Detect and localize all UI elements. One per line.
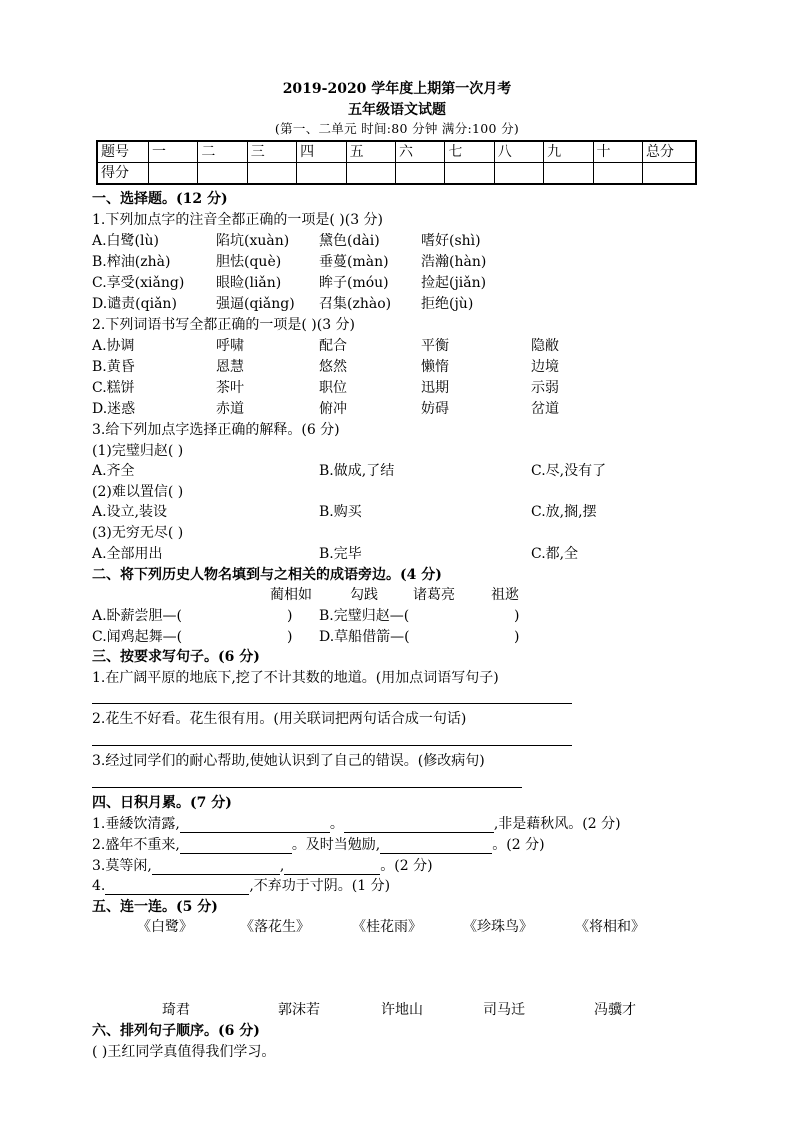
- q1-option: 强逼(qiǎng): [216, 296, 295, 312]
- name-choice: 祖逖: [491, 587, 519, 603]
- q2-option: 赤道: [216, 401, 244, 417]
- score-entry[interactable]: [247, 163, 296, 185]
- q1-option: D.谴责(qiǎn): [92, 296, 177, 312]
- fill-blank[interactable]: [284, 860, 380, 875]
- section-2-title: 二、将下列历史人物名填到与之相关的成语旁边。(4 分): [92, 567, 442, 583]
- s3-q1: 1.在广阔平原的地底下,挖了不计其数的地道。(用加点词语写句子): [92, 670, 499, 686]
- q2-option: 悠然: [319, 359, 347, 375]
- q3-option: C.放,搁,摆: [531, 504, 597, 520]
- score-cell: 一: [149, 141, 198, 163]
- score-entry[interactable]: [494, 163, 543, 185]
- q3-option: A.全部用出: [92, 546, 163, 562]
- s3-q2: 2.花生不好看。花生很有用。(用关联词把两句话合成一句话): [92, 711, 467, 727]
- q3-option: A.齐全: [92, 463, 135, 479]
- q1-option: 眼睑(liǎn): [216, 275, 282, 291]
- s4-q2-text: 。(2 分): [492, 837, 545, 853]
- score-cell: 十: [593, 141, 642, 163]
- q3-stem: 3.给下列加点字选择正确的解释。(6 分): [92, 422, 340, 438]
- score-table-header-row: [97, 141, 696, 163]
- answer-close: ): [514, 629, 520, 645]
- q2-option: 懒惰: [421, 359, 449, 375]
- score-entry[interactable]: [593, 163, 642, 185]
- author-name[interactable]: 琦君: [162, 1002, 190, 1018]
- answer-line[interactable]: [92, 703, 572, 704]
- s4-q3-text: 。(2 分): [380, 858, 433, 874]
- score-cell: 总分: [643, 141, 697, 163]
- score-label: 得分: [97, 163, 149, 185]
- author-name[interactable]: 郭沫若: [278, 1002, 320, 1018]
- score-cell: 三: [247, 141, 296, 163]
- q1-stem: 1.下列加点字的注音全都正确的一项是( )(3 分): [92, 212, 384, 228]
- section-4-title: 四、日积月累。(7 分): [92, 795, 232, 811]
- q2-option: 隐敝: [531, 338, 559, 354]
- s4-q1-text: 。: [329, 816, 344, 832]
- fill-blank[interactable]: [152, 860, 280, 875]
- q1-option: 捡起(jiǎn): [421, 275, 487, 291]
- q2-option: 岔道: [531, 401, 559, 417]
- work-title[interactable]: 《桂花雨》: [352, 919, 422, 935]
- score-cell: 六: [395, 141, 444, 163]
- score-table: [96, 140, 697, 185]
- q1-option: 浩瀚(hàn): [421, 254, 487, 270]
- score-entry[interactable]: [297, 163, 346, 185]
- fill-blank[interactable]: [105, 880, 249, 895]
- answer-line[interactable]: [92, 745, 572, 746]
- fill-blank[interactable]: [380, 839, 492, 854]
- s4-q2-text: 2.盛年不重来,: [92, 837, 180, 853]
- name-choice: 诸葛亮: [413, 587, 455, 603]
- q3-option: B.做成,了结: [319, 463, 395, 479]
- s3-q3: 3.经过同学们的耐心帮助,使她认识到了自己的错误。(修改病句): [92, 753, 485, 769]
- author-name[interactable]: 冯骥才: [594, 1002, 636, 1018]
- s4-q1: [92, 815, 621, 833]
- q2-option: 茶叶: [216, 380, 244, 396]
- score-cell: 八: [494, 141, 543, 163]
- q1-option: B.榨油(zhà): [92, 254, 171, 270]
- work-title[interactable]: 《白鹭》: [137, 919, 193, 935]
- s4-q1-text: 1.垂緌饮清露,: [92, 816, 180, 832]
- exam-meta: (第一、二单元 时间:80 分钟 满分:100 分): [274, 121, 520, 136]
- q1-option: 眸子(móu): [319, 275, 389, 291]
- section-3-title: 三、按要求写句子。(6 分): [92, 649, 260, 665]
- q3-option: B.购买: [319, 504, 362, 520]
- author-name[interactable]: 许地山: [381, 1002, 423, 1018]
- s6-q1: ( )王红同学真值得我们学习。: [92, 1044, 276, 1060]
- q2-option: 示弱: [531, 380, 559, 396]
- answer-close: ): [287, 629, 293, 645]
- idiom-d: D.草船借箭—(: [319, 629, 410, 645]
- score-entry[interactable]: [395, 163, 444, 185]
- work-title[interactable]: 《将相和》: [575, 919, 645, 935]
- q2-option: 配合: [319, 338, 347, 354]
- score-entry[interactable]: [544, 163, 593, 185]
- s4-q4-text: ,不弃功于寸阴。(1 分): [249, 878, 391, 894]
- idiom-a: A.卧薪尝胆—(: [92, 608, 183, 624]
- s4-q2-text: 。及时当勉励,: [291, 837, 381, 853]
- q2-stem: 2.下列词语书写全都正确的一项是( )(3 分): [92, 317, 356, 333]
- work-title[interactable]: 《珍珠鸟》: [463, 919, 533, 935]
- s4-q4-text: 4.: [92, 878, 106, 894]
- q2-option: 恩慧: [216, 359, 244, 375]
- q3-option: B.完毕: [319, 546, 362, 562]
- score-entry[interactable]: [445, 163, 494, 185]
- score-cell: 题号: [97, 141, 149, 163]
- score-cell: 五: [346, 141, 395, 163]
- q2-option: B.黄昏: [92, 359, 135, 375]
- q3-item: (1)完璧归赵( ): [92, 443, 184, 459]
- work-title[interactable]: 《落花生》: [240, 919, 310, 935]
- fill-blank[interactable]: [180, 818, 330, 833]
- q1-option: A.白鹭(lù): [92, 233, 159, 249]
- q2-option: 迅期: [421, 380, 449, 396]
- score-entry[interactable]: [149, 163, 198, 185]
- q1-option: 垂蔓(màn): [319, 254, 389, 270]
- exam-subtitle-grade: 五年级语文试题: [348, 102, 446, 118]
- idiom-c: C.闻鸡起舞—(: [92, 629, 183, 645]
- s4-q3-text: 3.莫等闲,: [92, 858, 152, 874]
- score-cell: 九: [544, 141, 593, 163]
- q3-item: (2)难以置信( ): [92, 484, 184, 500]
- score-cell: 四: [297, 141, 346, 163]
- q1-option: 拒绝(jù): [421, 296, 474, 312]
- answer-close: ): [514, 608, 520, 624]
- score-cell: 七: [445, 141, 494, 163]
- fill-blank[interactable]: [180, 839, 292, 854]
- q2-option: 平衡: [421, 338, 449, 354]
- q1-option: 黛色(dài): [319, 233, 380, 249]
- answer-close: ): [287, 608, 293, 624]
- section-5-title: 五、连一连。(5 分): [92, 899, 218, 915]
- score-cell: 二: [198, 141, 247, 163]
- q1-option: 陷坑(xuàn): [216, 233, 290, 249]
- idiom-b: B.完璧归赵—(: [319, 608, 410, 624]
- q2-option: 妨碍: [421, 401, 449, 417]
- q2-option: 边境: [531, 359, 559, 375]
- s4-q1-text: ,非是藉秋风。(2 分): [493, 816, 621, 832]
- author-name[interactable]: 司马迁: [483, 1002, 525, 1018]
- q2-option: A.协调: [92, 338, 135, 354]
- s4-q3-text: ,: [279, 858, 285, 874]
- score-entry[interactable]: [346, 163, 395, 185]
- q1-option: 嗜好(shì): [421, 233, 481, 249]
- s4-q2: [92, 836, 545, 854]
- fill-blank[interactable]: [344, 818, 494, 833]
- score-entry[interactable]: [198, 163, 247, 185]
- q2-option: 职位: [319, 380, 347, 396]
- q3-option: A.设立,装设: [92, 504, 168, 520]
- q3-item: (3)无穷无尽( ): [92, 525, 184, 541]
- s4-q3: [92, 857, 433, 875]
- q2-option: C.糕饼: [92, 380, 135, 396]
- section-6-title: 六、排列句子顺序。(6 分): [92, 1023, 260, 1039]
- q1-option: C.享受(xiǎng): [92, 275, 185, 291]
- name-choice: 蔺相如: [270, 587, 312, 603]
- q2-option: D.迷惑: [92, 401, 136, 417]
- score-entry[interactable]: [643, 163, 697, 185]
- name-choice: 勾践: [350, 587, 378, 603]
- q2-option: 俯冲: [319, 401, 347, 417]
- q3-option: C.都,全: [531, 546, 579, 562]
- s4-q4: [92, 877, 390, 895]
- q3-option: C.尽,没有了: [531, 463, 607, 479]
- answer-line[interactable]: [92, 787, 522, 788]
- q2-option: 呼啸: [216, 338, 244, 354]
- q1-option: 胆怯(què): [216, 254, 282, 270]
- section-1-title: 一、选择题。(12 分): [92, 191, 228, 207]
- q1-option: 召集(zhào): [319, 296, 392, 312]
- exam-title: 2019-2020 学年度上期第一次月考: [282, 81, 512, 97]
- score-table-score-row: [97, 163, 696, 185]
